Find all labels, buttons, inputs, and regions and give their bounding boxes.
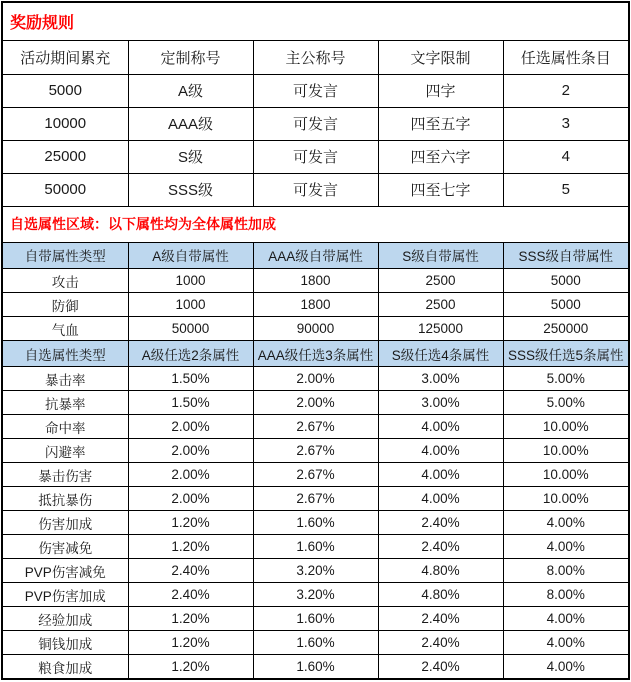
data-cell: 粮食加成 xyxy=(3,655,128,679)
data-cell: 5000 xyxy=(503,269,628,293)
data-cell: 4.00% xyxy=(503,511,628,535)
data-cell: 8.00% xyxy=(503,583,628,607)
table-row xyxy=(3,107,628,140)
data-cell: 2.00% xyxy=(128,439,253,463)
table-row xyxy=(3,391,628,415)
column-header-cell: 自选属性类型 xyxy=(3,341,128,367)
column-header-cell: A级自带属性 xyxy=(128,243,253,269)
data-cell: 1.20% xyxy=(128,631,253,655)
data-cell: 10.00% xyxy=(503,415,628,439)
data-cell: 伤害加成 xyxy=(3,511,128,535)
data-cell: 2.40% xyxy=(378,631,503,655)
data-cell: 攻击 xyxy=(3,269,128,293)
data-cell: 4.00% xyxy=(503,535,628,559)
table-row xyxy=(3,173,628,206)
data-cell: 4 xyxy=(503,140,628,173)
data-cell: 1.60% xyxy=(253,655,378,679)
data-cell: 1.50% xyxy=(128,367,253,391)
data-cell: 1.20% xyxy=(128,511,253,535)
data-cell: 四至六字 xyxy=(378,140,503,173)
table-row xyxy=(3,367,628,391)
rules-sheet xyxy=(1,1,630,680)
data-cell: 125000 xyxy=(378,317,503,341)
data-cell: 四至五字 xyxy=(378,107,503,140)
data-cell: 2.40% xyxy=(378,607,503,631)
header-row xyxy=(3,341,628,367)
table-row xyxy=(3,535,628,559)
reward-rules-table xyxy=(3,41,628,207)
data-cell: 四至七字 xyxy=(378,173,503,206)
data-cell: 1000 xyxy=(128,293,253,317)
data-cell: 1800 xyxy=(253,293,378,317)
table-row xyxy=(3,439,628,463)
data-cell: 10.00% xyxy=(503,439,628,463)
data-cell: 暴击率 xyxy=(3,367,128,391)
data-cell: 25000 xyxy=(3,140,128,173)
column-header-cell: SSS级任选5条属性 xyxy=(503,341,628,367)
optional-attributes-note-text: 自选属性区域：以下属性均为全体属性加成 xyxy=(10,216,276,232)
table-row xyxy=(3,631,628,655)
table-row xyxy=(3,583,628,607)
data-cell: 4.00% xyxy=(503,631,628,655)
data-cell: 4.00% xyxy=(503,655,628,679)
data-cell: 闪避率 xyxy=(3,439,128,463)
data-cell: 2.40% xyxy=(378,511,503,535)
rewards-section-title xyxy=(3,3,628,41)
data-cell: 2.40% xyxy=(128,583,253,607)
data-cell: 1.60% xyxy=(253,535,378,559)
table-row xyxy=(3,655,628,679)
data-cell: 4.00% xyxy=(378,415,503,439)
data-cell: 5 xyxy=(503,173,628,206)
data-cell: 4.00% xyxy=(503,607,628,631)
data-cell: 可发言 xyxy=(253,74,378,107)
table-row xyxy=(3,293,628,317)
data-cell: AAA级 xyxy=(128,107,253,140)
table-row xyxy=(3,74,628,107)
data-cell: 抵抗暴伤 xyxy=(3,487,128,511)
column-header-cell: 自带属性类型 xyxy=(3,243,128,269)
data-cell: 2.00% xyxy=(128,463,253,487)
data-cell: 命中率 xyxy=(3,415,128,439)
column-header-cell: 文字限制 xyxy=(378,41,503,74)
column-header-cell: 定制称号 xyxy=(128,41,253,74)
data-cell: 50000 xyxy=(3,173,128,206)
data-cell: 1.20% xyxy=(128,655,253,679)
data-cell: 2.67% xyxy=(253,463,378,487)
data-cell: 抗暴率 xyxy=(3,391,128,415)
data-cell: 2.40% xyxy=(378,535,503,559)
data-cell: 1.60% xyxy=(253,631,378,655)
data-cell: 伤害减免 xyxy=(3,535,128,559)
data-cell: 4.80% xyxy=(378,559,503,583)
data-cell: PVP伤害减免 xyxy=(3,559,128,583)
data-cell: PVP伤害加成 xyxy=(3,583,128,607)
data-cell: 3.20% xyxy=(253,559,378,583)
data-cell: 1800 xyxy=(253,269,378,293)
data-cell: A级 xyxy=(128,74,253,107)
data-cell: 经验加成 xyxy=(3,607,128,631)
data-cell: 2.67% xyxy=(253,415,378,439)
data-cell: 3.00% xyxy=(378,391,503,415)
column-header-cell: 活动期间累充 xyxy=(3,41,128,74)
data-cell: 10000 xyxy=(3,107,128,140)
table-row xyxy=(3,140,628,173)
data-cell: 8.00% xyxy=(503,559,628,583)
table-row xyxy=(3,487,628,511)
data-cell: 1.50% xyxy=(128,391,253,415)
data-cell: 2.67% xyxy=(253,439,378,463)
header-row xyxy=(3,243,628,269)
data-cell: 250000 xyxy=(503,317,628,341)
data-cell: 10.00% xyxy=(503,463,628,487)
header-row xyxy=(3,41,628,74)
data-cell: 2.40% xyxy=(128,559,253,583)
table-row xyxy=(3,607,628,631)
data-cell: 四字 xyxy=(378,74,503,107)
attribute-bonus-table xyxy=(3,243,628,679)
column-header-cell: AAA级自带属性 xyxy=(253,243,378,269)
data-cell: 可发言 xyxy=(253,173,378,206)
data-cell: 4.80% xyxy=(378,583,503,607)
data-cell: 10.00% xyxy=(503,487,628,511)
data-cell: 1.60% xyxy=(253,607,378,631)
data-cell: 可发言 xyxy=(253,140,378,173)
data-cell: 1000 xyxy=(128,269,253,293)
data-cell: 90000 xyxy=(253,317,378,341)
column-header-cell: SSS级自带属性 xyxy=(503,243,628,269)
data-cell: 1.20% xyxy=(128,607,253,631)
table-row xyxy=(3,511,628,535)
data-cell: 气血 xyxy=(3,317,128,341)
column-header-cell: S级自带属性 xyxy=(378,243,503,269)
data-cell: 2.00% xyxy=(253,367,378,391)
data-cell: 暴击伤害 xyxy=(3,463,128,487)
table-row xyxy=(3,317,628,341)
column-header-cell: AAA级任选3条属性 xyxy=(253,341,378,367)
data-cell: 3 xyxy=(503,107,628,140)
data-cell: 5000 xyxy=(3,74,128,107)
data-cell: 5.00% xyxy=(503,391,628,415)
optional-attributes-section-title xyxy=(3,207,628,243)
rewards-title-text: 奖励规则 xyxy=(10,15,75,32)
data-cell: SSS级 xyxy=(128,173,253,206)
data-cell: 5.00% xyxy=(503,367,628,391)
data-cell: 2.40% xyxy=(378,655,503,679)
data-cell: 4.00% xyxy=(378,463,503,487)
data-cell: 防御 xyxy=(3,293,128,317)
column-header-cell: 任选属性条目 xyxy=(503,41,628,74)
table-row xyxy=(3,269,628,293)
column-header-cell: 主公称号 xyxy=(253,41,378,74)
data-cell: 铜钱加成 xyxy=(3,631,128,655)
data-cell: 2.67% xyxy=(253,487,378,511)
data-cell: 2.00% xyxy=(128,487,253,511)
table-row xyxy=(3,415,628,439)
data-cell: 2.00% xyxy=(253,391,378,415)
data-cell: 1.20% xyxy=(128,535,253,559)
data-cell: 4.00% xyxy=(378,439,503,463)
data-cell: 2500 xyxy=(378,269,503,293)
table-row xyxy=(3,463,628,487)
data-cell: 5000 xyxy=(503,293,628,317)
data-cell: 1.60% xyxy=(253,511,378,535)
data-cell: 50000 xyxy=(128,317,253,341)
column-header-cell: S级任选4条属性 xyxy=(378,341,503,367)
data-cell: 4.00% xyxy=(378,487,503,511)
data-cell: S级 xyxy=(128,140,253,173)
table-row xyxy=(3,559,628,583)
data-cell: 可发言 xyxy=(253,107,378,140)
data-cell: 2.00% xyxy=(128,415,253,439)
column-header-cell: A级任选2条属性 xyxy=(128,341,253,367)
data-cell: 2 xyxy=(503,74,628,107)
data-cell: 2500 xyxy=(378,293,503,317)
data-cell: 3.20% xyxy=(253,583,378,607)
data-cell: 3.00% xyxy=(378,367,503,391)
